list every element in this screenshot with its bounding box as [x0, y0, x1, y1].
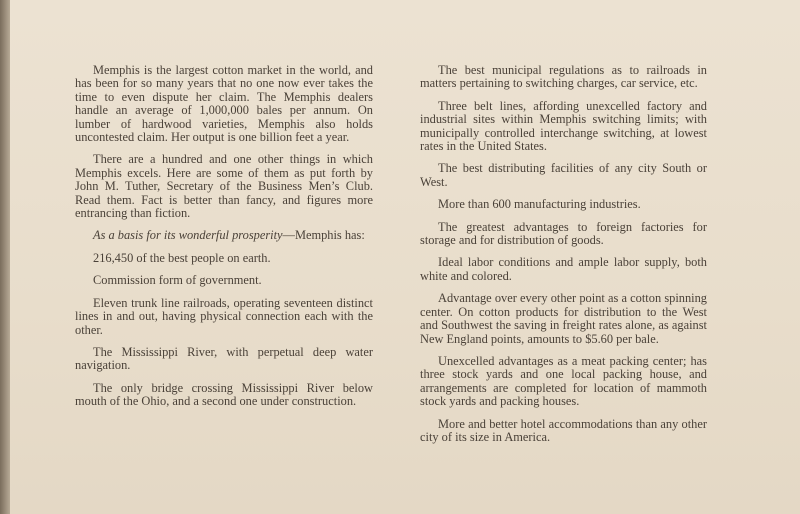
paragraph-hotels: More and better hotel accommodations than any other city of its size in America.: [420, 416, 707, 444]
paragraph-meat-packing: Unexcelled advantages as a meat packing center; has three stock yards and one local packing house, and arrangements are completed for location of mammoth stock yards and packing houses.: [420, 353, 707, 409]
paragraph-labor: Ideal labor conditions and ample labor supply, both white and colored.: [420, 255, 707, 283]
paragraph-cotton-market: Memphis is the largest cotton market in the world, and has been for so many years that no one now ever takes the time to even dispute her claim. The Memphis dealers handle an average of 1,000,000 bales per annum. On lumber of hardwood varieties, Memphis also holds uncontested claim. Her output is one billion feet a year.: [75, 63, 373, 145]
paragraph-cotton-spinning: Advantage over every other point as a cotton spinning center. On cotton products for distribution to the West and Southwest the saving in freight rates alone, as against New England points, amounts to $5.60 per bale.: [420, 291, 707, 346]
paragraph-population: 216,450 of the best people on earth.: [93, 250, 271, 265]
paragraph-commission-government: Commission form of government.: [93, 273, 262, 288]
paragraph-hundred-things: There are a hundred and one other things in which Memphis excels. Here are some of them as put forth by John M. Tuther, Secretary of the Business Men’s Club. Read them. Fact is better than fancy, and figures more entrancing than fiction.: [75, 152, 373, 221]
basis-rest-text: —Memphis has:: [282, 228, 365, 243]
paragraph-manufacturing: More than 600 manufacturing industries.: [438, 197, 641, 212]
right-text-column: [420, 64, 707, 453]
paragraph-municipal-regulations: The best municipal regulations as to railroads in matters pertaining to switching charges, car service, etc.: [420, 63, 707, 91]
basis-italic-text: As a basis for its wonderful prosperity: [93, 228, 283, 243]
book-spine-shadow: [0, 0, 10, 514]
left-text-column: [75, 64, 373, 418]
paragraph-bridge: The only bridge crossing Mississippi River below mouth of the Ohio, and a second one under construction.: [75, 380, 373, 409]
paragraph-railroads: Eleven trunk line railroads, operating seventeen distinct lines in and out, having physical connection each with the other.: [75, 295, 373, 337]
paragraph-foreign-factories: The greatest advantages to foreign factories for storage and for distribution of goods.: [420, 219, 707, 248]
paragraph-mississippi-river: The Mississippi River, with perpetual deep water navigation.: [75, 344, 373, 373]
paragraph-distributing-facilities: The best distributing facilities of any city South or West.: [420, 161, 707, 189]
paragraph-basis-prosperity: [75, 229, 373, 242]
paragraph-belt-lines: Three belt lines, affording unexcelled factory and industrial sites within Memphis switching limits; with municipally controlled interchange switching, at lowest rates in the United States.: [420, 98, 707, 154]
